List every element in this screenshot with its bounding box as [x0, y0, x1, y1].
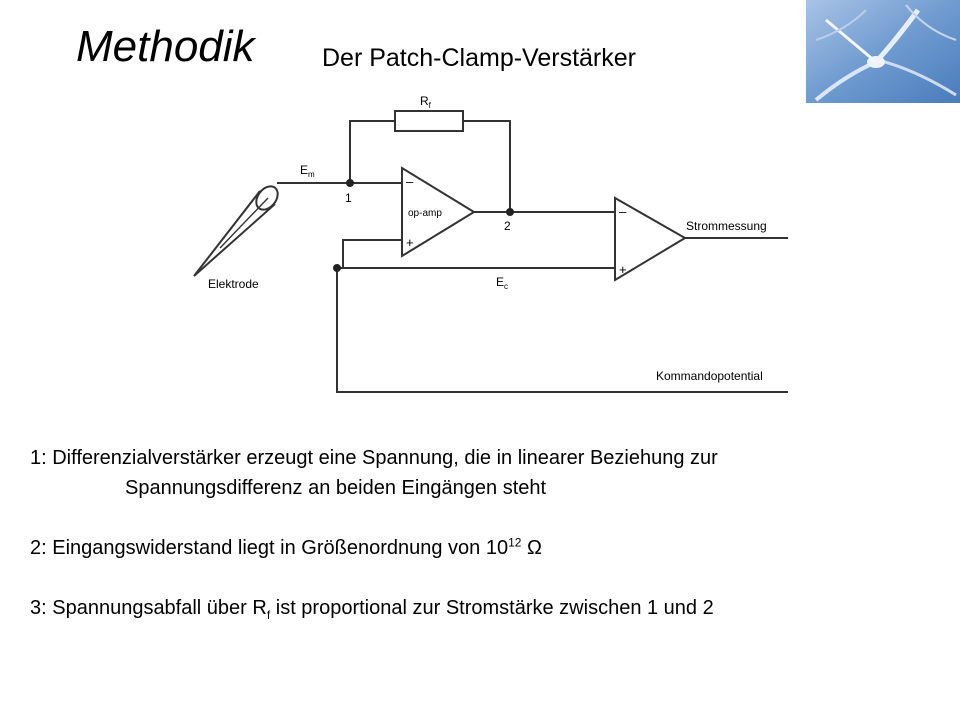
node-1-dot — [346, 179, 354, 187]
slide-subtitle: Der Patch-Clamp-Verstärker — [322, 44, 636, 72]
feedback-wire-right — [463, 121, 510, 212]
amp2-plus-sign: + — [619, 262, 627, 277]
op-amp-label: op-amp — [408, 208, 442, 219]
note-1 — [30, 443, 955, 503]
electrode-inner-wire — [220, 198, 268, 248]
em-label: $E_m$ — [300, 163, 315, 179]
patch-clamp-circuit-diagram — [180, 88, 800, 410]
note-2: 2: Eingangswiderstand liegt in Größenordnung von $10^{12}$ Ω — [30, 535, 542, 559]
neuron-micrograph-image — [806, 0, 960, 103]
note-3-subscript: f — [266, 608, 271, 622]
current-measurement-label: Strommessung — [686, 219, 767, 233]
amp2-minus-sign: – — [619, 204, 627, 219]
op-amp-plus-wire — [343, 240, 402, 268]
ec-junction-dot — [333, 264, 341, 272]
node-2-dot — [506, 208, 514, 216]
electrode-pipette-upper — [194, 191, 260, 276]
feedback-resistor-rf — [395, 111, 463, 131]
note-1-line-2: Spannungsdifferenz an beiden Eingängen steht — [125, 477, 547, 499]
feedback-wire — [350, 121, 395, 183]
note-3: 3: Spannungsabfall über $R_f$ ist proportional zur Stromstärke zwischen 1 und 2 — [30, 597, 714, 622]
rf-label: $R_f$ — [420, 94, 431, 110]
electrode-pipette-lower — [194, 204, 275, 276]
electrode-label: Elektrode — [208, 277, 259, 291]
op-amp-minus-sign: – — [406, 174, 414, 189]
note-2-exponent: 12 — [508, 535, 522, 550]
command-potential-label: Kommandopotential — [656, 369, 763, 383]
explanation-notes — [30, 443, 955, 623]
slide-title: Methodik — [76, 22, 255, 71]
node-1-label: 1 — [345, 191, 352, 205]
ec-label: $E_c$ — [496, 275, 509, 291]
op-amp-plus-sign: + — [406, 235, 414, 250]
note-1-line-1: 1: Differenzialverstärker erzeugt eine Spannung, die in linearer Beziehung zur — [30, 447, 718, 469]
node-2-label: 2 — [504, 219, 511, 233]
